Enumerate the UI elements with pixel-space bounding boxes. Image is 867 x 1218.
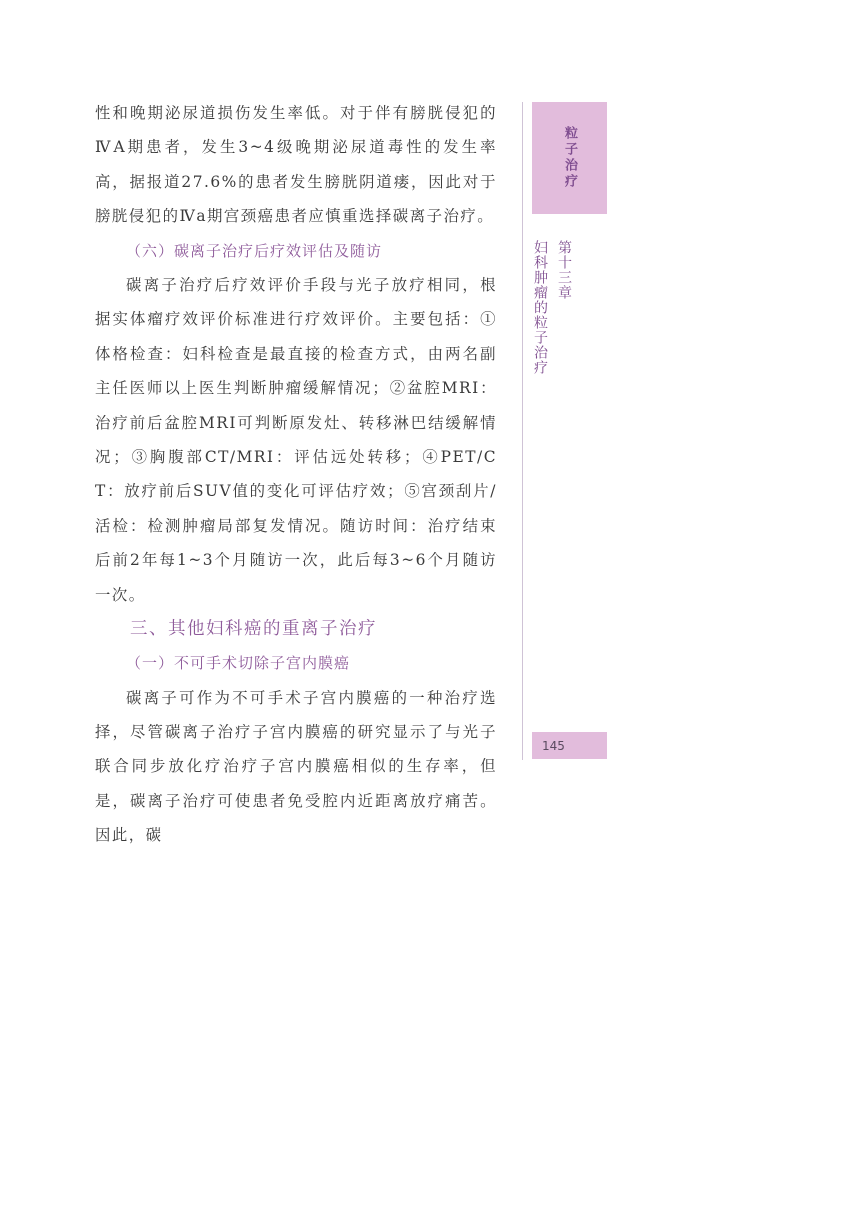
chapter-label <box>532 240 576 375</box>
page-number-box <box>532 732 607 759</box>
subheading-endometrial-cancer: （一）不可手术切除子宫内膜癌 <box>126 654 351 673</box>
main-text-column <box>95 96 497 853</box>
section-heading-other-gyn-cancers: 三、其他妇科癌的重离子治疗 <box>130 619 377 640</box>
margin-divider <box>522 102 523 760</box>
subheading-efficacy-followup: （六）碳离子治疗后疗效评估及随访 <box>126 241 383 260</box>
chapter-title: 妇科肿瘤的粒子治疗 <box>532 240 548 375</box>
paragraph-urinary-toxicity: 性和晚期泌尿道损伤发生率低。对于伴有膀胱侵犯的ⅣA期患者，发生3~4级晚期泌尿道毒性的发生率高，据报道27.6%的患者发生膀胱阴道瘘，因此对于膀胱侵犯的Ⅳa期宫颈癌患者应慎重选择碳离子治疗。 <box>95 104 497 226</box>
paragraph-efficacy-evaluation: 碳离子治疗后疗效评价手段与光子放疗相同，根据实体瘤疗效评价标准进行疗效评价。主要包括：①体格检查：妇科检查是最直接的检查方式，由两名副主任医师以上医生判断肿瘤缓解情况；②盆腔MRI：治疗前后盆腔MRI可判断原发灶、转移淋巴结缓解情况；③胸腹部CT/MRI：评估远处转移；④PET/CT：放疗前后SUV值的变化可评估疗效；⑤宫颈刮片/活检：检测肿瘤局部复发情况。随访时间：治疗结束后前2年每1~3个月随访一次，此后每3~6个月随访一次。 <box>95 276 497 604</box>
section-tab <box>532 102 607 214</box>
paragraph-endometrial-carbon-ion: 碳离子可作为不可手术子宫内膜癌的一种治疗选择，尽管碳离子治疗子宫内膜癌的研究显示了与光子联合同步放化疗治疗子宫内膜癌相似的生存率，但是，碳离子治疗可使患者免受腔内近距离放疗痛苦。因此，碳 <box>95 688 497 845</box>
chapter-number: 第十三章 <box>556 240 572 300</box>
section-tab-label: 粒子治疗 <box>562 126 577 190</box>
page-number: 145 <box>542 738 565 753</box>
